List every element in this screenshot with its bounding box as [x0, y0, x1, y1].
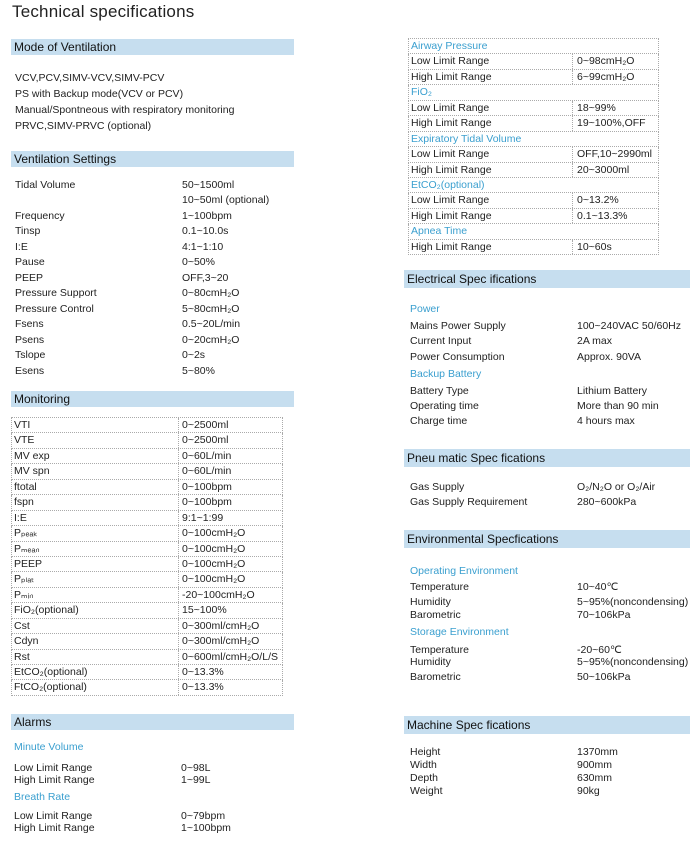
spec-value: 0.1~10.0s — [182, 225, 229, 237]
spec-label: Power Consumption — [410, 351, 505, 363]
column-divider — [572, 193, 573, 207]
monitor-value: 0~300ml/cmH₂O — [182, 635, 260, 648]
alarm-group-label: Breath Rate — [14, 791, 71, 803]
spec-label: Depth — [410, 772, 439, 784]
spec-label: Tinsp — [15, 225, 41, 237]
table-row — [408, 147, 659, 162]
column-divider — [572, 209, 573, 223]
spec-value: O₂/N₂O or O₂/Air — [577, 481, 656, 493]
spec-value: 90kg — [577, 785, 600, 797]
monitor-label: Pₘᵢₙ — [14, 588, 34, 601]
monitor-value: 0~100bpm — [182, 480, 232, 493]
alarm-table-value: 20~3000ml — [577, 163, 630, 176]
spec-value: 5~95%(noncondensing) — [577, 596, 689, 608]
monitor-label: Rst — [14, 650, 30, 663]
column-divider — [572, 240, 573, 254]
table-row — [11, 480, 283, 495]
monitor-label: MV spn — [14, 465, 50, 478]
alarm-table-label: Low Limit Range — [411, 101, 490, 114]
alarm-table-value: 19~100%,OFF — [577, 117, 646, 130]
table-row — [11, 588, 283, 603]
mode-item: Manual/Spontneous with respiratory monitoring — [15, 104, 235, 116]
alarm-table-label: High Limit Range — [411, 163, 492, 176]
column-divider — [178, 480, 179, 494]
spec-label: Humidity — [410, 656, 451, 668]
table-row — [11, 449, 283, 464]
table-row — [11, 650, 283, 665]
column-divider — [178, 665, 179, 679]
spec-row — [410, 480, 698, 495]
spec-label: Tidal Volume — [15, 179, 76, 191]
spec-label: Low Limit Range — [14, 762, 93, 774]
spec-label: Tslope — [15, 349, 46, 361]
spec-row — [410, 319, 698, 334]
spec-value: 0~20cmH₂O — [182, 334, 240, 346]
spec-row — [15, 364, 315, 379]
spec-row — [15, 271, 315, 286]
spec-label: Width — [410, 759, 437, 771]
spec-row — [15, 178, 315, 193]
monitor-label: ftotal — [14, 480, 37, 493]
alarm-limits-table — [408, 38, 659, 255]
spec-label: Operating time — [410, 400, 479, 412]
spec-row — [14, 773, 314, 788]
monitor-value: 0~60L/min — [182, 465, 232, 478]
mode-header: Mode of Ventilation — [11, 39, 294, 55]
alarm-group-label: Minute Volume — [14, 741, 84, 753]
spec-value: 5~80cmH₂O — [182, 303, 240, 315]
monitor-value: 0~60L/min — [182, 449, 232, 462]
spec-value: 0~2s — [182, 349, 206, 361]
monitor-label: Cst — [14, 619, 30, 632]
column-divider — [572, 116, 573, 130]
column-divider — [572, 147, 573, 161]
spec-label: Pressure Support — [15, 287, 97, 299]
spec-value: OFF,3~20 — [182, 272, 229, 284]
monitor-value: 0~13.3% — [182, 681, 224, 694]
spec-value: 10~50ml (optional) — [182, 194, 270, 206]
monitor-label: Pₘₑₐₙ — [14, 542, 40, 555]
spec-label: Fsens — [15, 318, 44, 330]
monitor-label: fspn — [14, 496, 34, 509]
spec-row — [410, 670, 698, 685]
table-row — [11, 418, 283, 433]
spec-value: 1~100bpm — [182, 210, 232, 222]
spec-row — [410, 580, 698, 595]
column-divider — [572, 70, 573, 84]
monitor-value: 0~100cmH₂O — [182, 527, 246, 540]
monitor-value: 0~300ml/cmH₂O — [182, 619, 260, 632]
spec-value: 4 hours max — [577, 415, 635, 427]
table-row — [408, 70, 659, 85]
spec-row — [15, 286, 315, 301]
spec-row — [410, 784, 698, 799]
column-divider — [178, 526, 179, 540]
monitor-label: FiO₂(optional) — [14, 604, 79, 617]
monitor-value: 0~100cmH₂O — [182, 542, 246, 555]
monitor-value: 0~2500ml — [182, 434, 229, 447]
monitor-value: 9:1~1:99 — [182, 511, 224, 524]
monitor-label: EtCO₂(optional) — [14, 666, 88, 678]
spec-label: Frequency — [15, 210, 65, 222]
spec-value: 5~80% — [182, 365, 215, 377]
spec-value: 4:1~1:10 — [182, 241, 224, 253]
monitor-value: 0~100bpm — [182, 496, 232, 509]
alarm-table-subheader: FiO₂ — [411, 86, 432, 99]
table-row — [408, 163, 659, 178]
spec-row — [410, 414, 698, 429]
spec-label: High Limit Range — [14, 774, 95, 786]
table-row — [11, 619, 283, 634]
spec-row — [15, 224, 315, 239]
spec-row — [15, 240, 315, 255]
table-row — [11, 572, 283, 587]
spec-value: 630mm — [577, 772, 613, 784]
table-row — [408, 193, 659, 208]
alarm-table-label: High Limit Range — [411, 209, 492, 222]
spec-label: Low Limit Range — [14, 810, 93, 822]
alarm-table-label: Low Limit Range — [411, 55, 490, 68]
table-row — [408, 101, 659, 116]
spec-label: Humidity — [410, 596, 451, 608]
spec-label: Battery Type — [410, 385, 469, 397]
environment-group-label: Operating Environment — [410, 565, 518, 577]
alarm-table-label: Low Limit Range — [411, 148, 490, 161]
column-divider — [178, 680, 179, 694]
table-row — [408, 39, 659, 54]
spec-label: Temperature — [410, 644, 469, 656]
spec-row — [410, 334, 698, 349]
spec-label: Current Input — [410, 335, 472, 347]
spec-value: 0~50% — [182, 256, 215, 268]
spec-value: Approx. 90VA — [577, 351, 642, 363]
monitor-label: FtCO₂(optional) — [14, 681, 87, 694]
spec-label: Pause — [15, 256, 45, 268]
spec-label: Gas Supply Requirement — [410, 496, 528, 508]
column-divider — [178, 619, 179, 633]
table-row — [11, 603, 283, 618]
monitor-label: I:E — [14, 511, 27, 524]
spec-row — [410, 399, 698, 414]
spec-value: 70~106kPa — [577, 609, 631, 621]
alarm-table-label: High Limit Range — [411, 70, 492, 83]
table-row — [11, 495, 283, 510]
spec-row — [410, 495, 698, 510]
spec-row — [15, 302, 315, 317]
spec-value: More than 90 min — [577, 400, 659, 412]
table-row — [11, 634, 283, 649]
alarms-header: Alarms — [11, 714, 294, 730]
alarm-table-label: High Limit Range — [411, 240, 492, 253]
table-row — [11, 526, 283, 541]
spec-value: 0~80cmH₂O — [182, 287, 240, 299]
spec-value: 900mm — [577, 759, 613, 771]
monitor-value: -20~100cmH₂O — [182, 588, 255, 601]
spec-label: Psens — [15, 334, 45, 346]
spec-row — [14, 821, 314, 836]
spec-value: 0.5~20L/min — [182, 318, 241, 330]
spec-label: Barometric — [410, 609, 461, 621]
pneumatic-header: Pneu matic Spec fications — [404, 449, 690, 467]
table-row — [11, 680, 283, 695]
electrical-group-label: Power — [410, 303, 440, 315]
spec-value: 0~98L — [181, 762, 211, 774]
alarm-table-value: 6~99cmH₂O — [577, 70, 635, 83]
alarm-table-value: 0.1~13.3% — [577, 209, 628, 222]
alarm-table-subheader: Airway Pressure — [411, 40, 488, 52]
column-divider — [572, 54, 573, 68]
monitor-label: MV exp — [14, 449, 50, 462]
spec-label: Weight — [410, 785, 443, 797]
table-row — [408, 116, 659, 131]
spec-label: Height — [410, 746, 441, 758]
alarm-table-value: 0~98cmH₂O — [577, 55, 635, 68]
spec-value: 50~106kPa — [577, 671, 631, 683]
spec-value: 10~40℃ — [577, 581, 619, 593]
spec-row — [15, 255, 315, 270]
spec-label: PEEP — [15, 272, 44, 284]
page-title: Technical specifications — [12, 2, 195, 21]
mode-item: PRVC,SIMV-PRVC (optional) — [15, 120, 152, 132]
monitor-value: 0~600ml/cmH₂O/L/S — [182, 650, 278, 663]
table-row — [11, 665, 283, 680]
alarm-table-value: 0~13.2% — [577, 194, 619, 207]
monitor-label: PEEP — [14, 557, 43, 570]
spec-label: Esens — [15, 365, 45, 377]
mode-item: VCV,PCV,SIMV-VCV,SIMV-PCV — [15, 72, 165, 84]
spec-value: 2A max — [577, 335, 613, 347]
column-divider — [178, 557, 179, 571]
spec-value: -20~60℃ — [577, 644, 622, 656]
column-divider — [178, 418, 179, 432]
table-row — [11, 464, 283, 479]
table-row — [11, 542, 283, 557]
spec-label: Pressure Control — [15, 303, 94, 315]
table-row — [408, 132, 659, 147]
spec-label: I:E — [15, 241, 28, 253]
table-row — [408, 54, 659, 69]
spec-row — [15, 209, 315, 224]
alarm-table-label: High Limit Range — [411, 117, 492, 130]
column-divider — [178, 433, 179, 447]
monitor-label: Pₚₗₐₜ — [14, 573, 35, 586]
ventilation-header: Ventilation Settings — [11, 151, 294, 167]
column-divider — [178, 495, 179, 509]
column-divider — [572, 163, 573, 177]
spec-value: 1~100bpm — [181, 822, 231, 834]
monitor-value: 0~100cmH₂O — [182, 573, 246, 586]
spec-row — [410, 655, 698, 670]
alarm-table-value: OFF,10~2990ml — [577, 148, 652, 161]
electrical-group-label: Backup Battery — [410, 368, 482, 380]
spec-value: Lithium Battery — [577, 385, 648, 397]
monitor-value: 15~100% — [182, 604, 227, 617]
alarm-table-value: 10~60s — [577, 240, 612, 253]
environment-group-label: Storage Environment — [410, 626, 509, 638]
spec-label: Gas Supply — [410, 481, 465, 493]
monitor-label: Cdyn — [14, 635, 39, 648]
alarm-table-label: Low Limit Range — [411, 194, 490, 207]
spec-label: Barometric — [410, 671, 461, 683]
alarm-table-subheader: Expiratory Tidal Volume — [411, 132, 522, 145]
mode-item: PS with Backup mode(VCV or PCV) — [15, 88, 184, 100]
monitor-value: 0~100cmH₂O — [182, 557, 246, 570]
spec-label: Temperature — [410, 581, 469, 593]
spec-row — [410, 384, 698, 399]
spec-label: Charge time — [410, 415, 468, 427]
column-divider — [178, 511, 179, 525]
column-divider — [178, 449, 179, 463]
spec-value: 100~240VAC 50/60Hz — [577, 320, 682, 332]
spec-value: 280~600kPa — [577, 496, 637, 508]
monitor-value: 0~2500ml — [182, 419, 229, 431]
machine-header: Machine Spec fications — [404, 716, 690, 734]
table-row — [11, 433, 283, 448]
alarm-table-subheader: EtCO₂(optional) — [411, 178, 485, 191]
electrical-header: Electrical Spec ifications — [404, 270, 690, 288]
table-row — [408, 85, 659, 100]
column-divider — [572, 101, 573, 115]
column-divider — [178, 634, 179, 648]
spec-value: 0~79bpm — [181, 810, 226, 822]
spec-value: 50~1500ml — [182, 179, 235, 191]
monitoring-header: Monitoring — [11, 391, 294, 407]
table-row — [408, 178, 659, 193]
monitor-value: 0~13.3% — [182, 666, 224, 678]
spec-row — [15, 333, 315, 348]
column-divider — [178, 650, 179, 664]
alarm-table-value: 18~99% — [577, 101, 616, 114]
table-row — [11, 557, 283, 572]
spec-value: 5~95%(noncondensing) — [577, 656, 689, 668]
monitor-label: VTI — [14, 419, 31, 431]
spec-row — [15, 317, 315, 332]
spec-row — [410, 608, 698, 623]
table-row — [408, 240, 659, 255]
spec-value: 1370mm — [577, 746, 618, 758]
column-divider — [178, 464, 179, 478]
spec-label: Mains Power Supply — [410, 320, 506, 332]
spec-row — [410, 350, 698, 365]
table-row — [408, 209, 659, 224]
spec-value: 1~99L — [181, 774, 211, 786]
spec-row — [15, 193, 315, 208]
environmental-header: Environmental Specfications — [404, 530, 690, 548]
monitor-label: VTE — [14, 434, 35, 447]
column-divider — [178, 603, 179, 617]
table-row — [408, 224, 659, 239]
monitor-label: Pₚₑₐₖ — [14, 527, 38, 540]
alarm-table-subheader: Apnea Time — [411, 225, 468, 238]
column-divider — [178, 542, 179, 556]
spec-label: High Limit Range — [14, 822, 95, 834]
column-divider — [178, 588, 179, 602]
spec-row — [15, 348, 315, 363]
column-divider — [178, 572, 179, 586]
monitoring-table — [11, 417, 283, 696]
table-row — [11, 511, 283, 526]
